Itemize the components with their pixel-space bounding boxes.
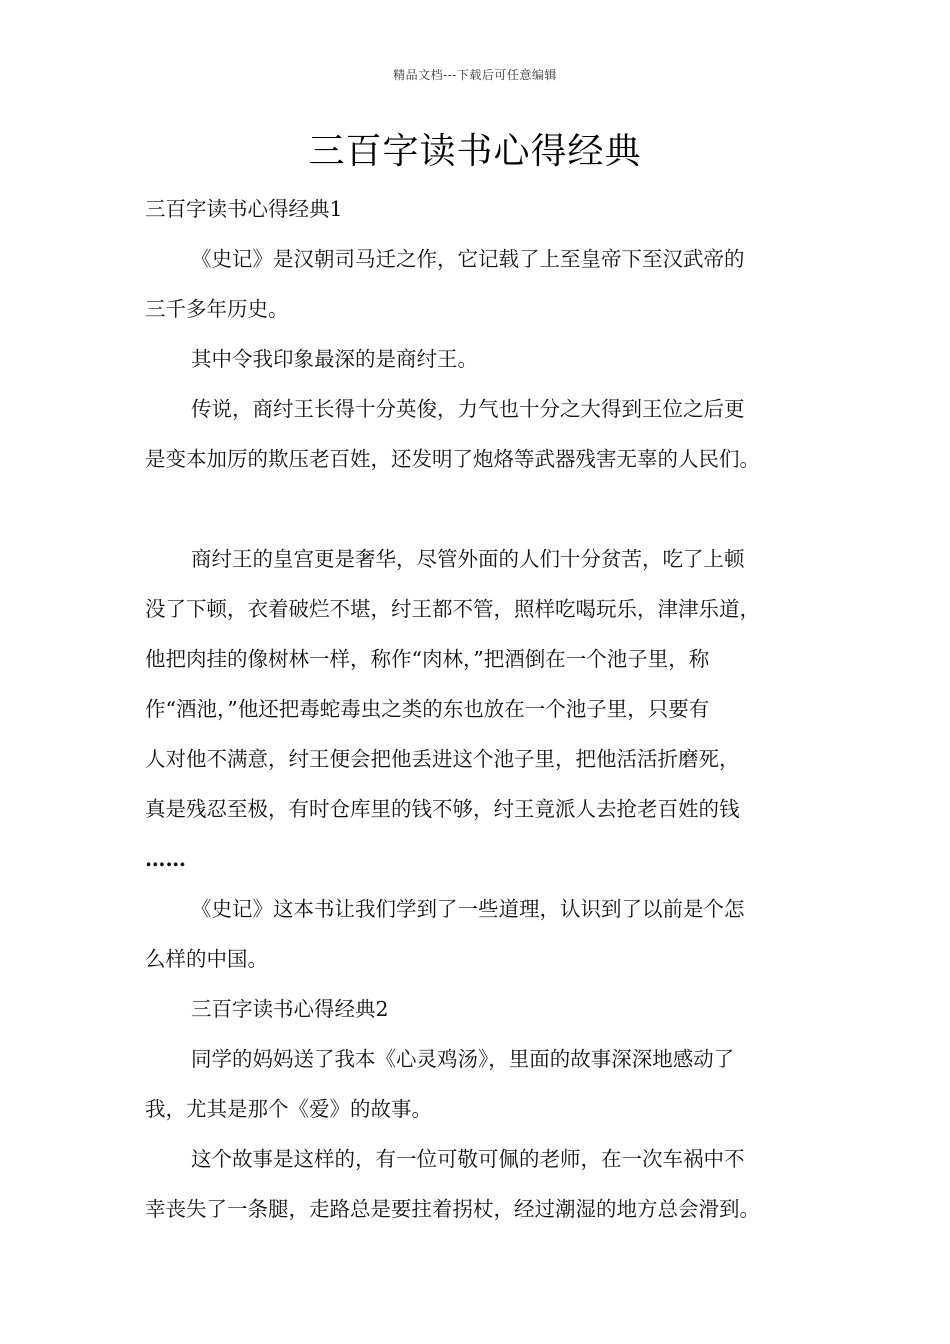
paragraph-4-line-3: 他把肉挂的像树林一样，称作“肉林，”把酒倒在一个池子里，称 — [145, 647, 710, 671]
paragraph-4-line-6: 真是残忍至极，有时仓库里的钱不够，纣王竟派人去抢老百姓的钱 — [145, 797, 740, 821]
paragraph-5-line-2: 么样的中国。 — [145, 947, 268, 971]
paragraph-6-line-2: 我，尤其是那个《爱》的故事。 — [145, 1097, 432, 1121]
paragraph-4-line-1: 商纣王的皇宫更是奢华，尽管外面的人们十分贫苦，吃了上顿 — [191, 547, 745, 571]
header-note: 精品文档---下载后可任意编辑 — [393, 68, 557, 82]
paragraph-1-line-2: 三千多年历史。 — [145, 297, 289, 321]
paragraph-7-line-1: 这个故事是这样的，有一位可敬可佩的老师，在一次车祸中不 — [191, 1147, 745, 1171]
blank-line — [145, 484, 825, 534]
paragraph-4-line-4: 作“酒池，”他还把毒蛇毒虫之类的东也放在一个池子里，只要有 — [145, 697, 710, 721]
section-heading-1: 三百字读书心得经典1 — [145, 197, 343, 221]
paragraph-4-line-7: …… — [145, 847, 186, 871]
paragraph-7-line-2: 幸丧失了一条腿，走路总是要拄着拐杖，经过潮湿的地方总会滑到。 — [145, 1197, 760, 1221]
paragraph-4-line-5: 人对他不满意，纣王便会把他丢进这个池子里，把他活活折磨死， — [145, 747, 740, 771]
paragraph-5-line-1: 《史记》这本书让我们学到了一些道理，认识到了以前是个怎 — [191, 897, 745, 921]
paragraph-3-line-1: 传说，商纣王长得十分英俊，力气也十分之大得到王位之后更 — [191, 397, 745, 421]
document-body — [145, 184, 825, 1234]
paragraph-4-line-2: 没了下顿，衣着破烂不堪，纣王都不管，照样吃喝玩乐，津津乐道， — [145, 597, 760, 621]
paragraph-3-line-2: 是变本加厉的欺压老百姓，还发明了炮烙等武器残害无辜的人民们。 — [145, 447, 760, 471]
paragraph-1-line-1: 《史记》是汉朝司马迁之作，它记载了上至皇帝下至汉武帝的 — [191, 247, 745, 271]
paragraph-6-line-1: 同学的妈妈送了我本《心灵鸡汤》，里面的故事深深地感动了 — [191, 1047, 735, 1071]
document-title: 三百字读书心得经典 — [308, 131, 642, 172]
section-heading-2: 三百字读书心得经典2 — [191, 997, 389, 1021]
paragraph-2-line-1: 其中令我印象最深的是商纣王。 — [191, 347, 478, 371]
